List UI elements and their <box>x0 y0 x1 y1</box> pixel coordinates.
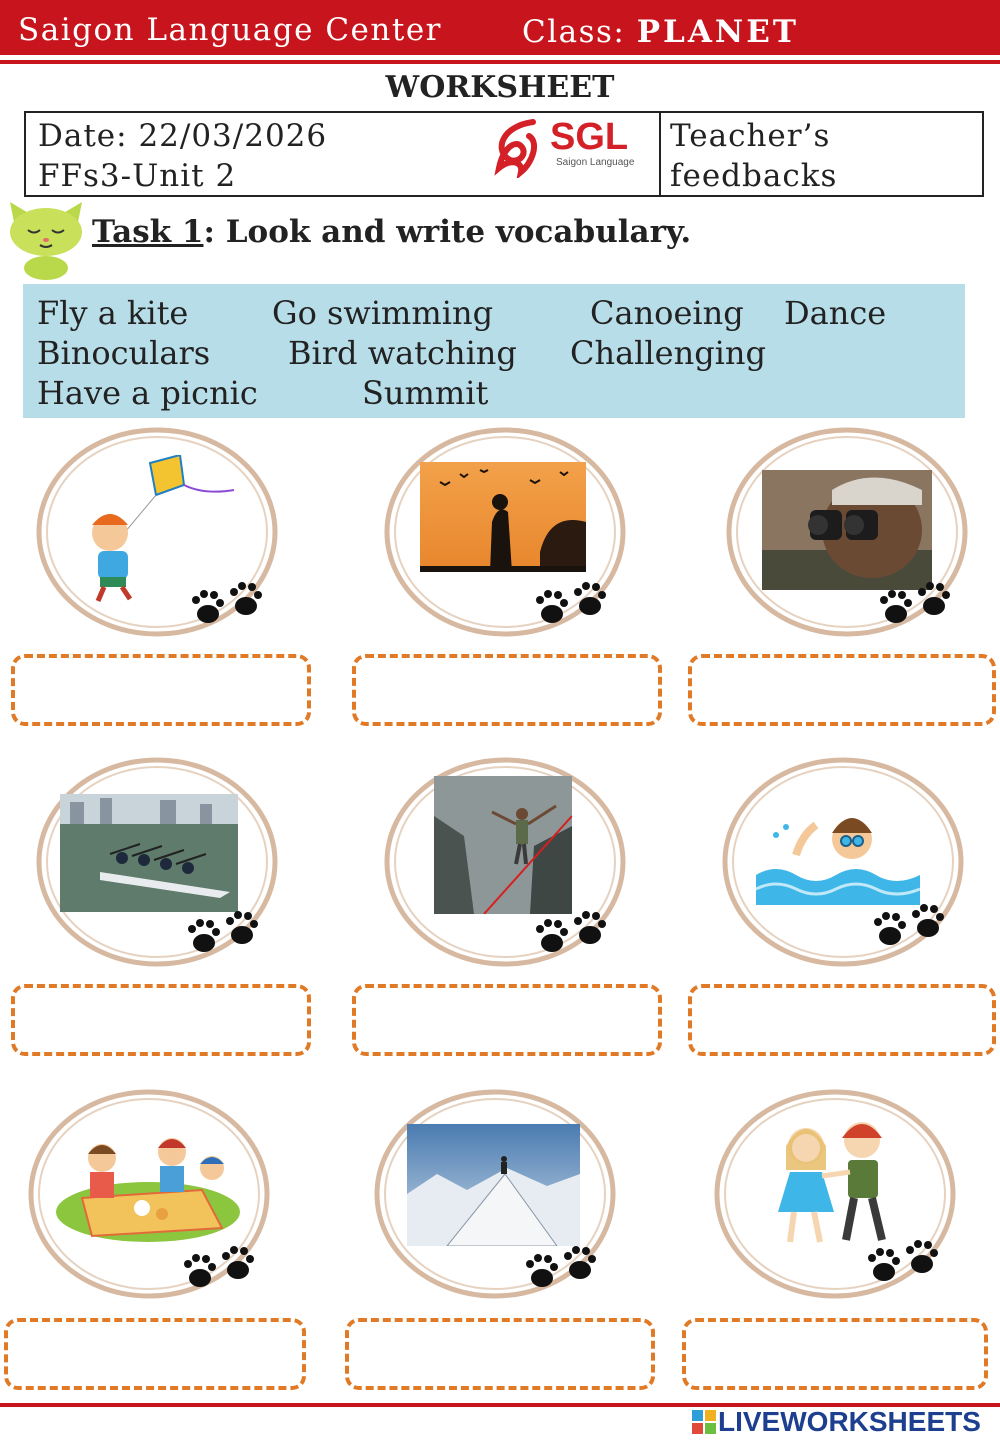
paw-prints-icon <box>874 578 962 634</box>
paw-prints-icon <box>186 578 274 634</box>
binoculars-picture <box>762 470 932 590</box>
challenging-slackline-picture <box>434 776 572 914</box>
word-bank-item: Dance <box>784 294 887 332</box>
task-instruction <box>92 214 691 250</box>
word-bank-item: Summit <box>362 374 489 412</box>
answer-box-5[interactable] <box>352 984 662 1056</box>
bird-watching-picture <box>420 462 586 572</box>
unit-text: FFs3-Unit 2 <box>38 158 237 194</box>
class-label-text: Class: <box>522 14 637 50</box>
liveworksheets-brand: LIVEWORKSHEETS <box>718 1406 981 1437</box>
logo-subtitle: Saigon Language <box>556 157 635 168</box>
answer-box-1[interactable] <box>11 654 311 726</box>
word-bank-item: Fly a kite <box>37 294 189 332</box>
answer-box-3[interactable] <box>688 654 996 726</box>
paw-prints-icon <box>182 907 270 963</box>
class-value: PLANET <box>636 14 799 50</box>
logo-text: SGL <box>550 116 629 158</box>
word-bank-item: Binoculars <box>37 334 211 372</box>
paw-prints-icon <box>862 1236 950 1292</box>
info-divider <box>659 111 661 197</box>
liveworksheets-logo-icon <box>692 1410 716 1434</box>
paw-prints-icon <box>868 900 956 956</box>
task-text: : Look and write vocabulary. <box>203 214 692 250</box>
date-text: Date: 22/03/2026 <box>38 118 328 154</box>
cat-mascot-icon <box>4 200 88 280</box>
picnic-picture <box>52 1128 240 1246</box>
answer-box-8[interactable] <box>345 1318 655 1390</box>
dancing-kids-picture <box>762 1116 908 1252</box>
word-bank-item: Go swimming <box>272 294 494 332</box>
swimming-picture <box>756 805 920 905</box>
canoeing-picture <box>60 794 238 912</box>
paw-prints-icon <box>530 907 618 963</box>
center-name: Saigon Language Center <box>18 12 442 48</box>
summit-picture <box>407 1124 580 1246</box>
word-bank-item: Bird watching <box>288 334 517 372</box>
answer-box-2[interactable] <box>352 654 662 726</box>
word-bank-item: Canoeing <box>590 294 744 332</box>
worksheet-title: WORKSHEET <box>385 70 615 105</box>
paw-prints-icon <box>178 1242 266 1298</box>
answer-box-7[interactable] <box>4 1318 306 1390</box>
class-label <box>522 14 799 50</box>
answer-box-6[interactable] <box>688 984 996 1056</box>
header-underline <box>0 60 1000 64</box>
paw-prints-icon <box>530 578 618 634</box>
task-number: Task 1 <box>92 214 204 250</box>
answer-box-9[interactable] <box>682 1318 988 1390</box>
paw-prints-icon <box>520 1242 608 1298</box>
word-bank-item: Challenging <box>570 334 766 372</box>
feedback-label-2: feedbacks <box>670 158 838 194</box>
word-bank-item: Have a picnic <box>37 374 258 412</box>
answer-box-4[interactable] <box>11 984 311 1056</box>
feedback-label: Teacher’s <box>670 118 831 154</box>
